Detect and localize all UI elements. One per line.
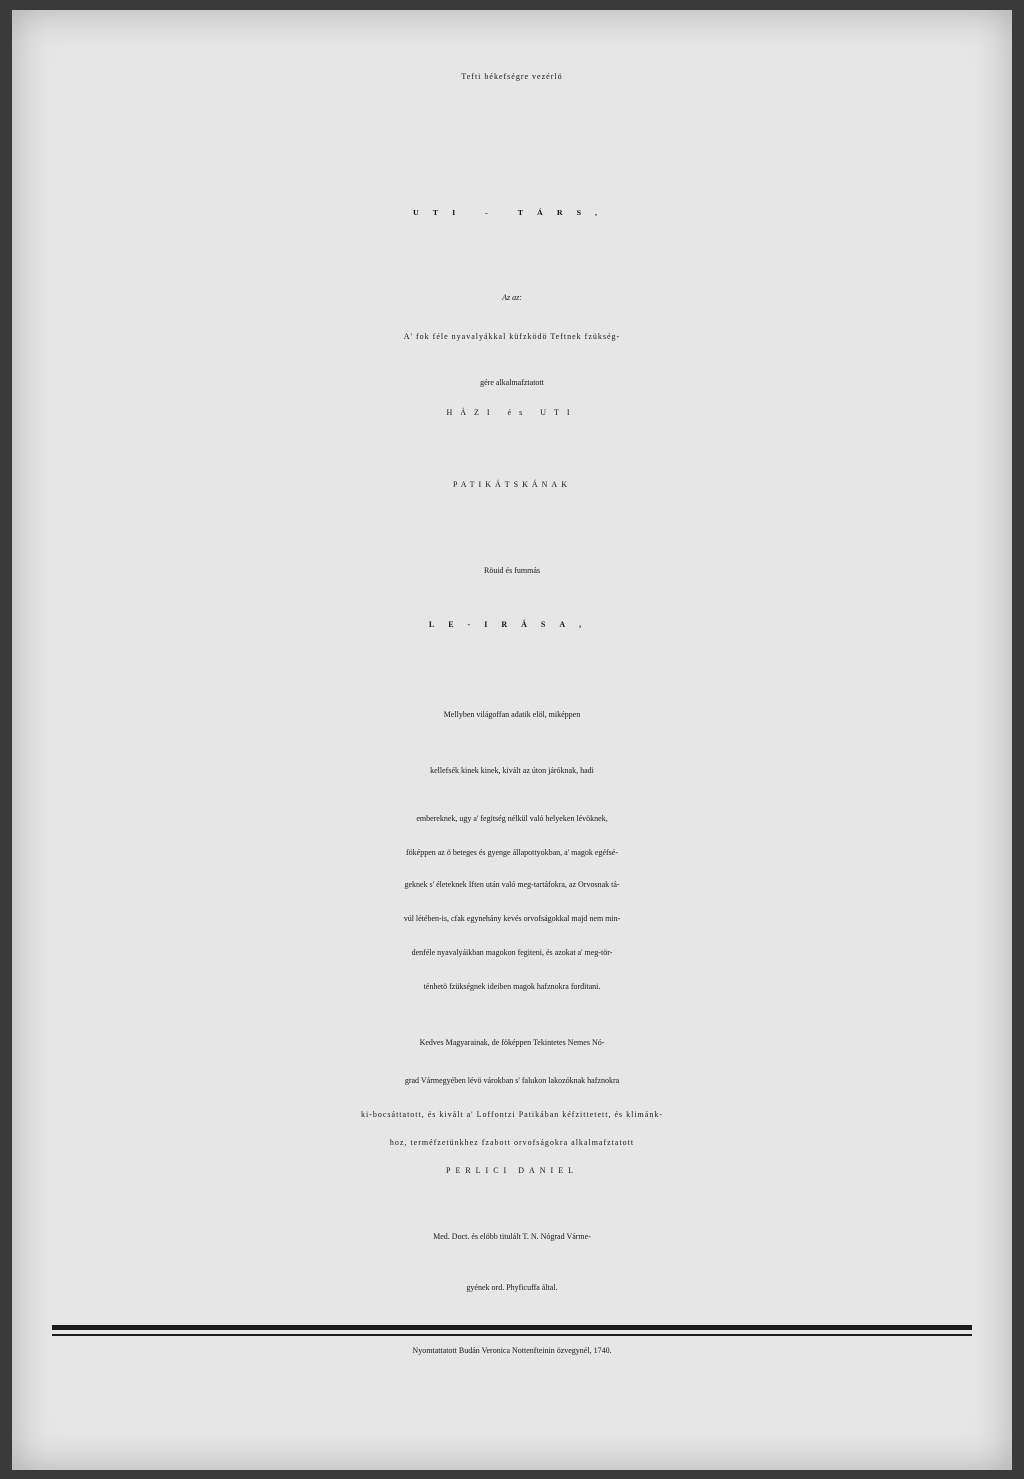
body-line-1: Mellyben világoffan adatik elöl, miképpen [443, 710, 581, 719]
author-title-line-1: Med. Doct. és elöbb titulált T. N. Nógrad Várme- [433, 1232, 591, 1241]
body-line-3: embereknek, ugy a' fegitség nélkül való helyeken lévöknek, [416, 814, 608, 823]
rovid-line: Röuid és fummás [484, 566, 540, 575]
subtitle-line: Tefti békefségre vezérlö [461, 72, 563, 81]
dedication-line-1: Kedves Magyarainak, de föképpen Tekintetes Nemes Nó- [419, 1038, 605, 1047]
author-title-line-2: gyének ord. Phyficuffa által. [466, 1283, 558, 1292]
hazi-uti-heading: HÁZI és UTI [446, 408, 578, 417]
body-line-8: ténhetö fzükségnek ideiben magok hafznokra forditani. [423, 982, 601, 991]
body-line-6: vúl létében-is, cfak egynehány kevés orvofságokkal majd nem min- [403, 914, 621, 923]
dedication-line-4: hoz, terméfzetünkhez fzabott orvofságokra alkalmafztatott [389, 1138, 635, 1147]
divider-rule-thin [52, 1334, 972, 1336]
main-title: UTI - TÁRS, [412, 208, 612, 217]
body-line-2: kellefsék kinek kinek, kivált az úton járóknak, hadi [430, 766, 594, 775]
patikatskanak-heading: PATIKÁTSKÁNAK [453, 480, 571, 489]
description-line-1: A' fok féle nyavalyákkal küfzködö Teftnek fzükség- [403, 332, 621, 341]
title-page [12, 10, 1012, 1470]
dedication-line-3: ki-bocsáttatott, és kivált a' Loffontzi Patikában kéfzittetett, és klimánk- [360, 1110, 663, 1119]
body-line-4: föképpen az ö beteges és gyenge állapottyokban, a' magok egéfsé- [405, 848, 619, 857]
divider-rule-thick [52, 1325, 972, 1330]
az-az-line: Az az: [502, 293, 522, 302]
le-irasa-heading: LE-IRÁSA, [428, 620, 596, 629]
imprint-line: Nyomtattatott Budán Veronica Nottenfteinin özvegynél, 1740. [412, 1346, 612, 1355]
dedication-line-2: grad Vármegyében lévö várokban s' falukon lakozóknak hafznokra [404, 1076, 620, 1085]
body-line-5: geknek s' életeknek Iften után való meg-tartáfokra, az Orvosnak tá- [404, 880, 620, 889]
body-line-7: denféle nyavalyáikban magokon fegiteni, és azokat a' meg-tör- [411, 948, 613, 957]
author-name: PERLICI DANIEL [446, 1166, 578, 1175]
description-line-2: gére alkalmafztatott [480, 378, 544, 387]
